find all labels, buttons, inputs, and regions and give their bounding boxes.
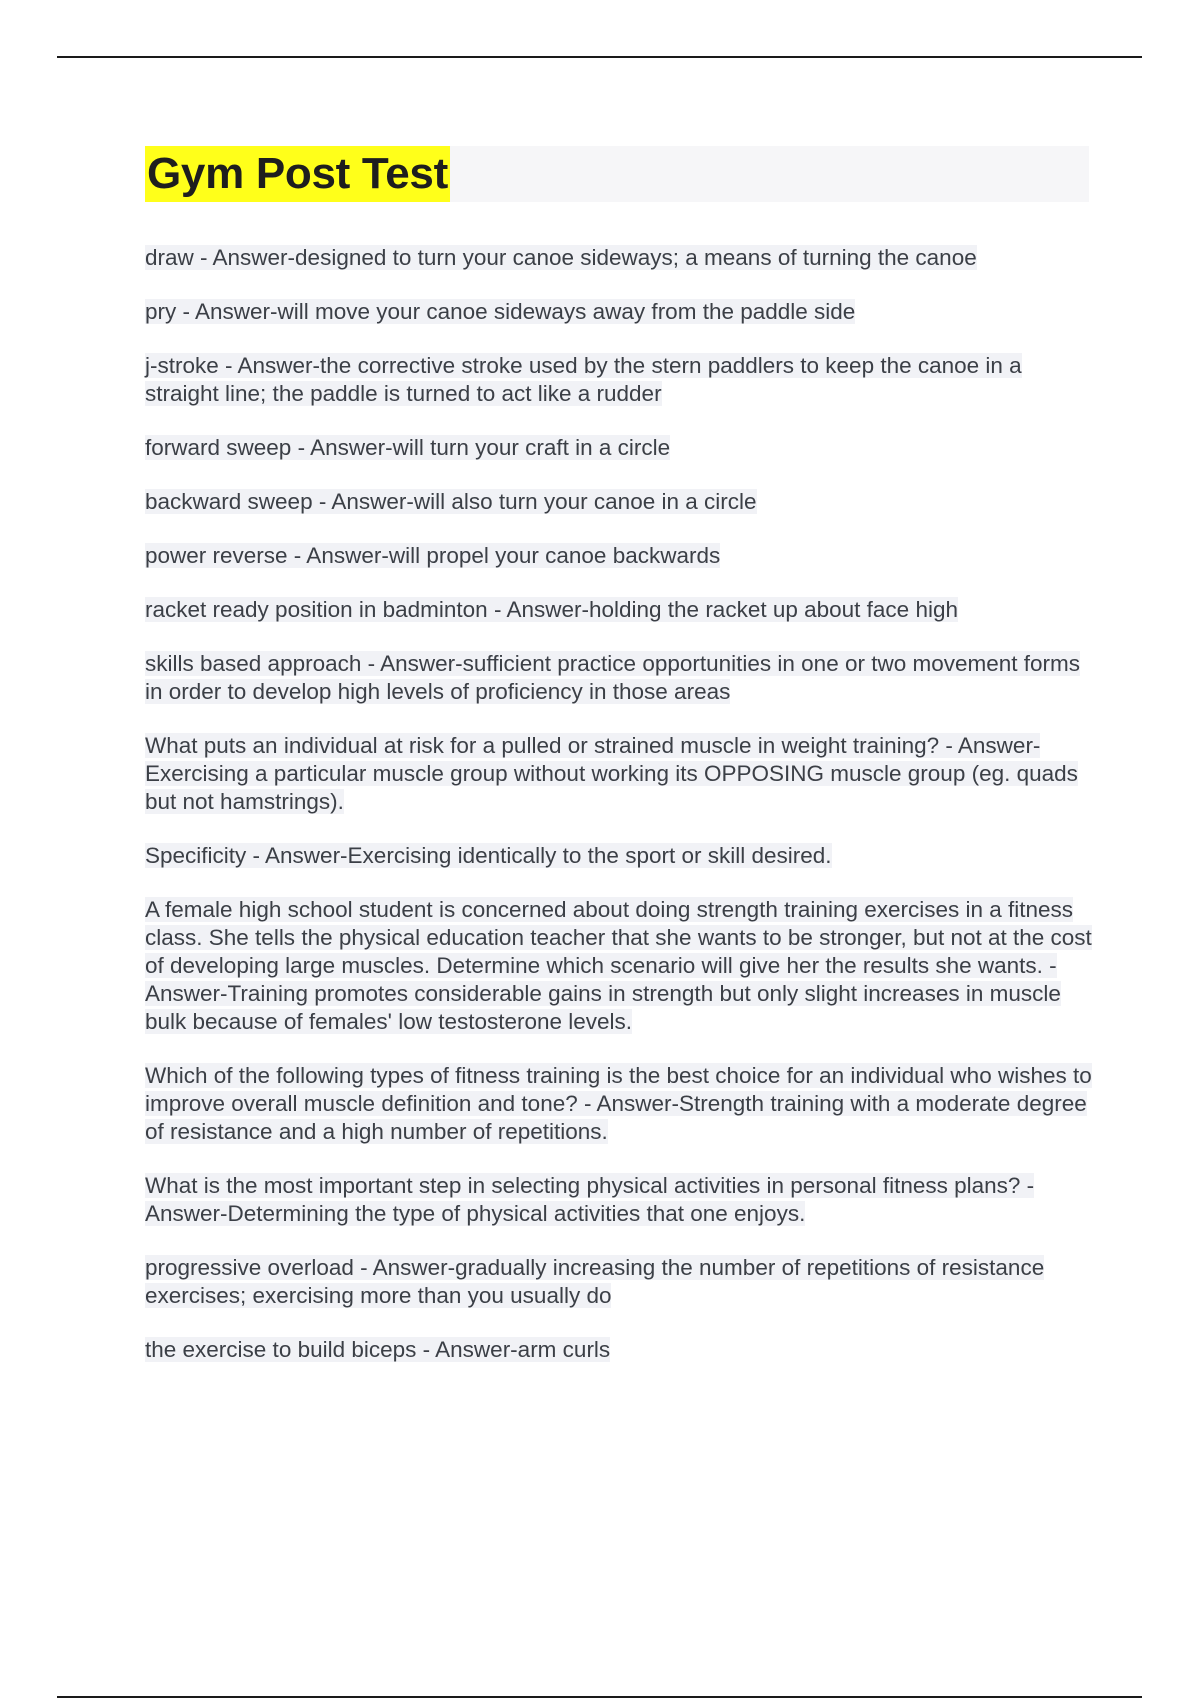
qa-item-forward-sweep xyxy=(145,434,1095,462)
qa-text: draw - Answer-designed to turn your canoe sideways; a means of turning the canoe xyxy=(145,245,977,270)
qa-text: forward sweep - Answer-will turn your craft in a circle xyxy=(145,435,671,460)
qa-text: j-stroke - Answer-the corrective stroke used by the stern paddlers to keep the canoe in a straight line; the paddle is turned to act like a rudder xyxy=(145,353,1022,406)
qa-item-progressive-overload xyxy=(145,1254,1095,1310)
qa-item-j-stroke xyxy=(145,352,1095,408)
qa-text: backward sweep - Answer-will also turn your canoe in a circle xyxy=(145,489,757,514)
qa-text: racket ready position in badminton - Answer-holding the racket up about face high xyxy=(145,597,958,622)
qa-item-racket-ready xyxy=(145,596,1095,624)
page-title: Gym Post Test xyxy=(145,146,450,202)
top-rule xyxy=(57,56,1142,58)
qa-item-skills-based xyxy=(145,650,1095,706)
qa-text: What is the most important step in selecting physical activities in personal fitness plans? - Answer-Determining the type of physical activities that one enjoys. xyxy=(145,1173,1035,1226)
qa-text: Specificity - Answer-Exercising identically to the sport or skill desired. xyxy=(145,843,832,868)
qa-text: skills based approach - Answer-sufficient practice opportunities in one or two movement forms in order to develop high levels of proficiency in those areas xyxy=(145,651,1081,704)
qa-item-female-student xyxy=(145,896,1095,1036)
qa-text: progressive overload - Answer-gradually increasing the number of repetitions of resistance exercises; exercising more than you usually do xyxy=(145,1255,1045,1308)
qa-text: What puts an individual at risk for a pulled or strained muscle in weight training? - Answer-Exercising a particular muscle group without working its OPPOSING muscle group (eg. quads but not hamstrings). xyxy=(145,733,1078,814)
qa-text: Which of the following types of fitness training is the best choice for an individual who wishes to improve overall muscle definition and tone? - Answer-Strength training with a moderate degree of resistance and a high number of repetitions. xyxy=(145,1063,1092,1144)
bottom-rule xyxy=(57,1696,1142,1698)
qa-text: the exercise to build biceps - Answer-arm curls xyxy=(145,1337,611,1362)
qa-item-pry xyxy=(145,298,1095,326)
qa-item-backward-sweep xyxy=(145,488,1095,516)
qa-item-biceps xyxy=(145,1336,1095,1364)
qa-item-important-step xyxy=(145,1172,1095,1228)
qa-text: pry - Answer-will move your canoe sideways away from the paddle side xyxy=(145,299,856,324)
qa-item-draw xyxy=(145,244,1095,272)
qa-item-power-reverse xyxy=(145,542,1095,570)
qa-list xyxy=(145,244,1095,1390)
qa-item-specificity xyxy=(145,842,1095,870)
qa-text: A female high school student is concerned about doing strength training exercises in a fitness class. She tells the physical education teacher that she wants to be stronger, but not at the cost of developing large muscles. Determine which scenario will give her the results she wants. - Answer-Training promotes considerable gains in strength but only slight increases in muscle bulk because of females' low testosterone levels. xyxy=(145,897,1092,1034)
qa-item-muscle-definition xyxy=(145,1062,1095,1146)
qa-text: power reverse - Answer-will propel your canoe backwards xyxy=(145,543,721,568)
qa-item-pulled-muscle xyxy=(145,732,1095,816)
